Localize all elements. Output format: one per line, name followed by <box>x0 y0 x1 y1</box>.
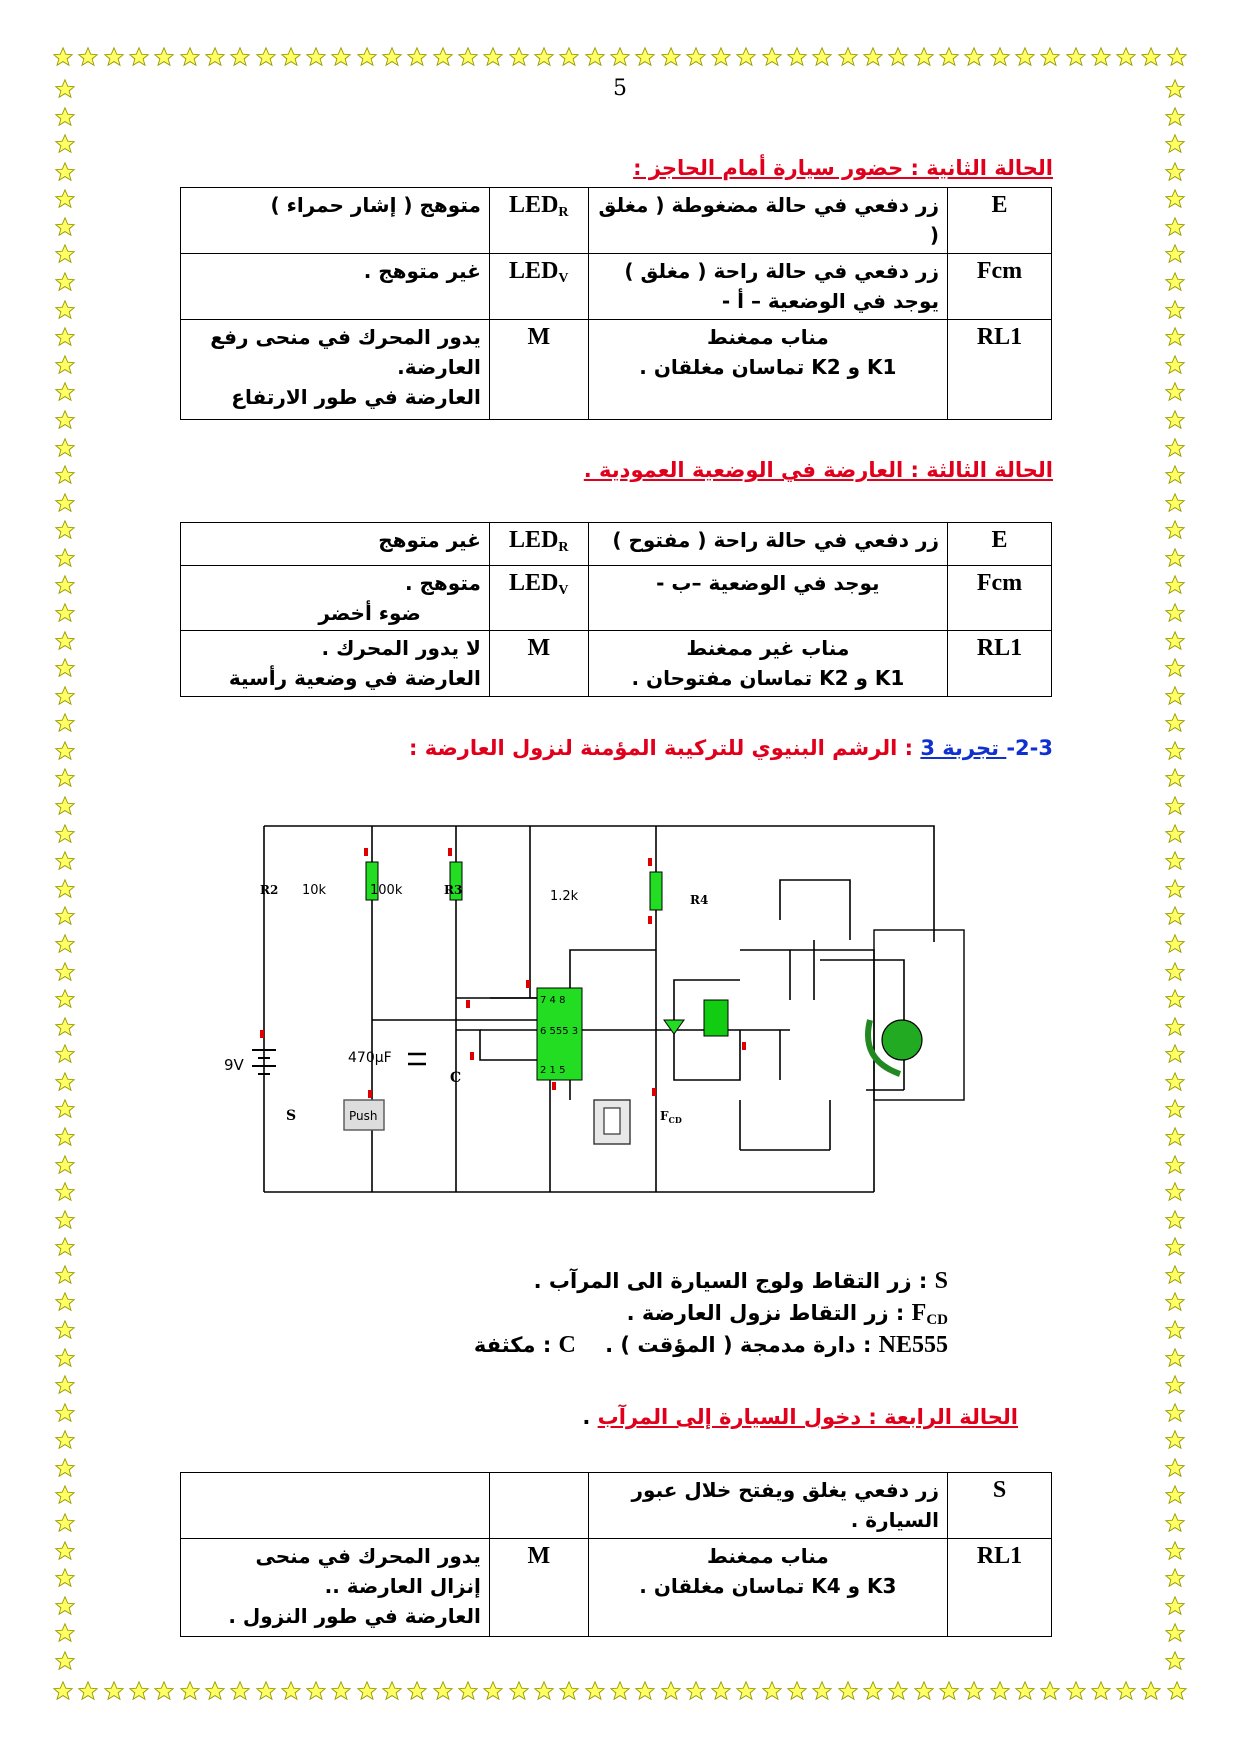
legend-fcd: $F_{CD}$ : زر التقاط نزول العارضة . <box>626 1300 948 1328</box>
star-icon <box>153 46 175 72</box>
star-icon <box>54 437 76 463</box>
star-icon <box>1164 905 1186 931</box>
star-icon <box>1164 1319 1186 1345</box>
star-icon <box>1164 795 1186 821</box>
star-icon <box>938 1680 960 1706</box>
star-icon <box>432 46 454 72</box>
star-icon <box>330 1680 352 1706</box>
component-cell: $LED_V$ <box>489 254 588 320</box>
star-border-right <box>1162 78 1188 1676</box>
switch-label: S <box>286 1108 297 1124</box>
star-icon <box>54 1236 76 1262</box>
star-icon <box>103 1680 125 1706</box>
star-icon <box>54 216 76 242</box>
r4-label: R4 <box>690 893 709 907</box>
star-icon <box>1014 46 1036 72</box>
capacitor-value: 470µF <box>348 1050 392 1066</box>
star-icon <box>609 1680 631 1706</box>
star-icon <box>54 161 76 187</box>
star-icon <box>634 1680 656 1706</box>
star-icon <box>1164 547 1186 573</box>
star-icon <box>913 1680 935 1706</box>
star-icon <box>938 46 960 72</box>
star-icon <box>1164 740 1186 766</box>
tag-cell: RL1 <box>948 1539 1052 1637</box>
tag-cell: RL1 <box>948 320 1052 420</box>
star-icon <box>54 1622 76 1648</box>
star-icon <box>862 46 884 72</box>
star-icon <box>1164 1126 1186 1152</box>
state-cell: متوهج . ضوء أخضر <box>181 566 490 631</box>
star-icon <box>1164 574 1186 600</box>
r2-value: 10k <box>302 883 327 898</box>
circuit-diagram <box>224 820 970 1220</box>
star-icon <box>204 46 226 72</box>
star-icon <box>54 933 76 959</box>
star-icon <box>77 1680 99 1706</box>
fcd-label: $F_{CD}$ <box>660 1109 682 1125</box>
star-icon <box>1164 878 1186 904</box>
star-icon <box>1164 1622 1186 1648</box>
star-icon <box>54 685 76 711</box>
star-icon <box>811 1680 833 1706</box>
star-icon <box>685 46 707 72</box>
star-icon <box>54 1181 76 1207</box>
star-icon <box>1164 657 1186 683</box>
r2-label: R2 <box>260 883 279 897</box>
star-icon <box>1164 106 1186 132</box>
table-row <box>181 1473 1052 1539</box>
star-icon <box>963 46 985 72</box>
section2-table <box>180 187 1052 420</box>
star-icon <box>54 381 76 407</box>
star-icon <box>54 492 76 518</box>
star-icon <box>761 1680 783 1706</box>
star-icon <box>229 46 251 72</box>
desc-cell: مناب غير ممغنط K1 و K2 تماسان مفتوحان . <box>588 631 947 697</box>
desc-cell: مناب ممغنط K1 و K2 تماسان مغلقان . <box>588 320 947 420</box>
star-icon <box>179 46 201 72</box>
star-icon <box>1115 46 1137 72</box>
star-icon <box>54 271 76 297</box>
star-icon <box>558 1680 580 1706</box>
star-border-left <box>52 78 78 1676</box>
star-icon <box>735 46 757 72</box>
star-icon <box>54 1043 76 1069</box>
star-icon <box>54 1071 76 1097</box>
star-icon <box>1164 354 1186 380</box>
star-icon <box>1164 464 1186 490</box>
state-cell: يدور المحرك في منحى إنزال العارضة .. العارضة في طور النزول . <box>181 1539 490 1637</box>
star-icon <box>1164 823 1186 849</box>
motor-icon <box>882 1020 922 1060</box>
component-cell: M <box>489 631 588 697</box>
capacitor-label: C <box>450 1070 462 1086</box>
star-icon <box>54 767 76 793</box>
star-icon <box>1065 1680 1087 1706</box>
star-icon <box>1164 326 1186 352</box>
tag-cell: Fcm <box>948 566 1052 631</box>
star-icon <box>1164 1650 1186 1676</box>
star-icon <box>609 46 631 72</box>
star-icon <box>1164 850 1186 876</box>
star-icon <box>1140 46 1162 72</box>
star-icon <box>54 1264 76 1290</box>
star-icon <box>54 1154 76 1180</box>
star-icon <box>1164 409 1186 435</box>
resistor-r4 <box>650 872 662 910</box>
capacitor <box>408 1054 426 1064</box>
table-row <box>181 631 1052 697</box>
star-icon <box>1164 602 1186 628</box>
star-icon <box>1164 437 1186 463</box>
star-icon <box>103 46 125 72</box>
star-icon <box>54 354 76 380</box>
star-border-top <box>52 46 1188 72</box>
star-icon <box>381 1680 403 1706</box>
r3-label: R3 <box>444 883 463 897</box>
component-cell: $LED_R$ <box>489 523 588 566</box>
star-icon <box>52 1680 74 1706</box>
star-icon <box>255 46 277 72</box>
table-row <box>181 566 1052 631</box>
star-icon <box>457 46 479 72</box>
star-icon <box>77 46 99 72</box>
star-icon <box>710 1680 732 1706</box>
star-icon <box>1164 492 1186 518</box>
star-icon <box>1164 1374 1186 1400</box>
star-icon <box>887 1680 909 1706</box>
star-icon <box>54 1567 76 1593</box>
star-icon <box>862 1680 884 1706</box>
star-icon <box>54 519 76 545</box>
star-icon <box>54 1595 76 1621</box>
star-icon <box>1164 188 1186 214</box>
star-icon <box>381 46 403 72</box>
star-icon <box>1014 1680 1036 1706</box>
section3-title: الحالة الثالثة : العارضة في الوضعية العمودية . <box>583 458 1053 482</box>
star-icon <box>1164 1236 1186 1262</box>
star-icon <box>128 1680 150 1706</box>
desc-cell: زر دفعي في حالة راحة ( مفتوح ) <box>588 523 947 566</box>
component-cell: $LED_V$ <box>489 566 588 631</box>
star-icon <box>54 1650 76 1676</box>
star-icon <box>1164 299 1186 325</box>
star-icon <box>54 1402 76 1428</box>
tag-cell: RL1 <box>948 631 1052 697</box>
star-icon <box>1164 712 1186 738</box>
star-icon <box>1164 1098 1186 1124</box>
star-icon <box>660 1680 682 1706</box>
star-icon <box>1164 1402 1186 1428</box>
star-icon <box>558 46 580 72</box>
star-icon <box>54 1484 76 1510</box>
star-icon <box>54 712 76 738</box>
star-icon <box>1164 1016 1186 1042</box>
diode <box>664 1020 684 1034</box>
star-icon <box>963 1680 985 1706</box>
star-icon <box>1039 1680 1061 1706</box>
star-icon <box>330 46 352 72</box>
star-icon <box>1164 1291 1186 1317</box>
star-icon <box>837 1680 859 1706</box>
star-icon <box>54 1429 76 1455</box>
star-icon <box>1164 1457 1186 1483</box>
star-icon <box>1140 1680 1162 1706</box>
star-icon <box>54 1291 76 1317</box>
star-icon <box>153 1680 175 1706</box>
desc-cell: زر دفعي في حالة مضغوطة ( مغلق ( <box>588 188 947 254</box>
star-icon <box>52 46 74 72</box>
star-icon <box>1164 988 1186 1014</box>
star-icon <box>1166 46 1188 72</box>
star-icon <box>305 1680 327 1706</box>
star-icon <box>229 1680 251 1706</box>
star-icon <box>432 1680 454 1706</box>
page-number: 5 <box>613 76 627 101</box>
star-icon <box>54 795 76 821</box>
star-icon <box>1164 685 1186 711</box>
star-icon <box>1164 1209 1186 1235</box>
star-icon <box>837 46 859 72</box>
table-row <box>181 1539 1052 1637</box>
star-icon <box>1039 46 1061 72</box>
experiment-prefix: 2-3- <box>1006 736 1053 760</box>
star-icon <box>54 1374 76 1400</box>
star-icon <box>533 46 555 72</box>
experiment-heading <box>409 736 1053 760</box>
star-icon <box>54 1512 76 1538</box>
star-icon <box>533 1680 555 1706</box>
star-icon <box>54 574 76 600</box>
star-icon <box>406 1680 428 1706</box>
star-icon <box>887 46 909 72</box>
star-icon <box>710 46 732 72</box>
section2-title: الحالة الثانية : حضور سيارة أمام الحاجز : <box>633 156 1053 180</box>
section3-table <box>180 522 1052 697</box>
star-icon <box>482 1680 504 1706</box>
star-icon <box>1164 216 1186 242</box>
star-icon <box>913 46 935 72</box>
star-icon <box>54 1457 76 1483</box>
state-cell: غير متوهج <box>181 523 490 566</box>
ic-pins-top: 7 4 8 <box>540 995 566 1006</box>
star-icon <box>786 46 808 72</box>
star-icon <box>1164 1484 1186 1510</box>
star-icon <box>305 46 327 72</box>
star-icon <box>1164 1264 1186 1290</box>
star-icon <box>1164 933 1186 959</box>
star-icon <box>54 409 76 435</box>
experiment-link[interactable]: تجربة 3 <box>920 736 1007 760</box>
star-icon <box>482 46 504 72</box>
state-cell: غير متوهج . <box>181 254 490 320</box>
star-icon <box>508 46 530 72</box>
star-icon <box>1164 1540 1186 1566</box>
star-icon <box>54 133 76 159</box>
relay-coil <box>704 1000 728 1036</box>
star-icon <box>1090 46 1112 72</box>
star-icon <box>1164 1154 1186 1180</box>
section4-table <box>180 1472 1052 1637</box>
experiment-title: : الرشم البنيوي للتركيبة المؤمنة لنزول العارضة : <box>409 736 921 760</box>
state-cell: لا يدور المحرك . العارضة في وضعية رأسية <box>181 631 490 697</box>
star-icon <box>54 299 76 325</box>
star-icon <box>280 46 302 72</box>
star-icon <box>1164 1567 1186 1593</box>
legend-s: S : زر التقاط ولوج السيارة الى المرآب . <box>533 1268 948 1294</box>
star-icon <box>1164 1043 1186 1069</box>
star-icon <box>1164 243 1186 269</box>
star-icon <box>54 961 76 987</box>
legend-ne555: NE555 : دارة مدمجة ( المؤقت ) . C : مكثفة <box>473 1332 948 1358</box>
star-icon <box>989 1680 1011 1706</box>
star-icon <box>54 547 76 573</box>
star-icon <box>54 188 76 214</box>
star-icon <box>280 1680 302 1706</box>
star-icon <box>54 878 76 904</box>
star-icon <box>54 823 76 849</box>
star-icon <box>356 1680 378 1706</box>
star-icon <box>634 46 656 72</box>
star-icon <box>811 46 833 72</box>
component-cell: M <box>489 1539 588 1637</box>
table-row <box>181 254 1052 320</box>
star-icon <box>1166 1680 1188 1706</box>
star-icon <box>1164 961 1186 987</box>
state-cell <box>181 1473 490 1539</box>
star-icon <box>54 1540 76 1566</box>
star-icon <box>54 1126 76 1152</box>
star-icon <box>457 1680 479 1706</box>
star-icon <box>660 46 682 72</box>
star-icon <box>179 1680 201 1706</box>
table-row <box>181 523 1052 566</box>
desc-cell: زر دفعي يغلق ويفتح خلال عبور السيارة . <box>588 1473 947 1539</box>
star-icon <box>54 1209 76 1235</box>
star-icon <box>1164 271 1186 297</box>
star-icon <box>54 1098 76 1124</box>
star-icon <box>735 1680 757 1706</box>
desc-cell: زر دفعي في حالة راحة ( مغلق ) يوجد في الوضعية – أ - <box>588 254 947 320</box>
star-icon <box>54 106 76 132</box>
star-icon <box>1164 767 1186 793</box>
r3-value: 100k <box>370 883 403 898</box>
table-row <box>181 320 1052 420</box>
star-icon <box>584 46 606 72</box>
star-icon <box>54 326 76 352</box>
r4-value: 1.2k <box>550 889 579 904</box>
star-icon <box>1164 1595 1186 1621</box>
component-cell: M <box>489 320 588 420</box>
ic-pins-bottom: 2 1 5 <box>540 1065 566 1076</box>
component-cell: $LED_R$ <box>489 188 588 254</box>
star-icon <box>1164 381 1186 407</box>
star-icon <box>54 988 76 1014</box>
star-icon <box>1164 1512 1186 1538</box>
star-icon <box>54 464 76 490</box>
battery-label: 9V <box>224 1056 244 1074</box>
state-cell: يدور المحرك في منحى رفع العارضة. العارضة في طور الارتفاع <box>181 320 490 420</box>
star-icon <box>1164 1071 1186 1097</box>
star-icon <box>54 905 76 931</box>
star-icon <box>356 46 378 72</box>
star-icon <box>1164 1429 1186 1455</box>
tag-cell: Fcm <box>948 254 1052 320</box>
star-icon <box>1164 161 1186 187</box>
star-icon <box>128 46 150 72</box>
star-icon <box>54 630 76 656</box>
star-icon <box>54 657 76 683</box>
star-icon <box>255 1680 277 1706</box>
star-icon <box>54 850 76 876</box>
push-button-label: Push <box>349 1109 378 1123</box>
star-icon <box>1065 46 1087 72</box>
star-icon <box>685 1680 707 1706</box>
ic-center: 6 555 3 <box>540 1026 579 1037</box>
star-icon <box>54 740 76 766</box>
component-cell <box>489 1473 588 1539</box>
star-icon <box>508 1680 530 1706</box>
star-icon <box>54 1319 76 1345</box>
star-icon <box>406 46 428 72</box>
star-icon <box>1164 630 1186 656</box>
star-icon <box>584 1680 606 1706</box>
star-icon <box>1164 1181 1186 1207</box>
tag-cell: E <box>948 523 1052 566</box>
star-icon <box>1164 133 1186 159</box>
tag-cell: S <box>948 1473 1052 1539</box>
star-icon <box>1090 1680 1112 1706</box>
star-icon <box>54 1347 76 1373</box>
star-icon <box>54 243 76 269</box>
star-icon <box>786 1680 808 1706</box>
table-row <box>181 188 1052 254</box>
section4-title: الحالة الرابعة : دخول السيارة إلى المرآب . <box>582 1405 1018 1429</box>
star-icon <box>989 46 1011 72</box>
desc-cell: مناب ممغنط K3 و K4 تماسان مغلقان . <box>588 1539 947 1637</box>
star-icon <box>54 602 76 628</box>
star-icon <box>1164 519 1186 545</box>
star-icon <box>761 46 783 72</box>
state-cell: متوهج ( إشار حمراء ) <box>181 188 490 254</box>
star-icon <box>1164 1347 1186 1373</box>
star-icon <box>54 1016 76 1042</box>
star-icon <box>204 1680 226 1706</box>
tag-cell: E <box>948 188 1052 254</box>
star-border-bottom <box>52 1680 1188 1706</box>
star-icon <box>1115 1680 1137 1706</box>
desc-cell: يوجد في الوضعية –ب - <box>588 566 947 631</box>
